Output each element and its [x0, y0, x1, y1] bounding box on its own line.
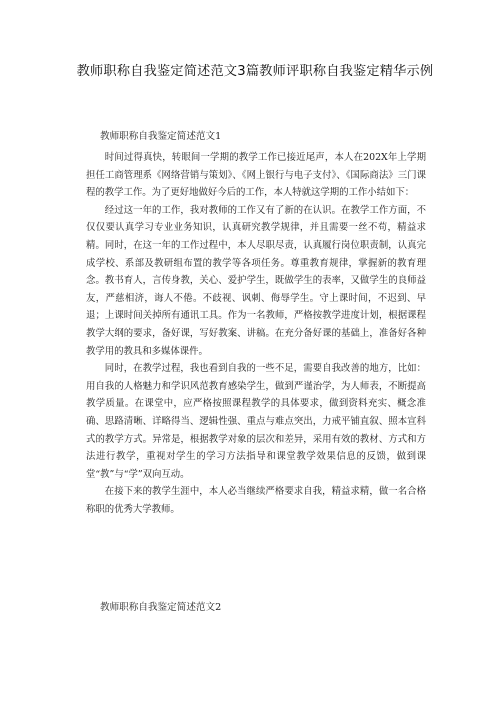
paragraph-2: 经过这一年的工作，我对教师的工作又有了新的在认识。在教学工作方面，不仅仅要认真学习专业业务知识，认真研究教学规律，并且需要一丝不苟，精益求精。同时，在这一年的工作过程中，本人尽职尽责，认真履行岗位职责制，认真完成学校、系部及教研组布置的教学等各项任务。尊重教育规律，掌握新的教育理念。教书育人，言传身教，关心、爱护学生，既做学生的表率，又做学生的良师益友，严慈相济，诲人不倦。不歧视、讽刺、侮辱学生。守上课时间，不迟到、早退；上课时间关掉所有通讯工具。作为一名教师，严格按教学进度计划，根据课程教学大纲的要求，备好课，写好教案、讲稿。在充分备好课的基础上，准备好各种教学用的教具和多媒体课件。: [86, 204, 426, 357]
paragraph-1: 时间过得真快，转眼间一学期的教学工作已接近尾声，本人在202X年上学期担任工商管理系《网络营销与策划》、《网上银行与电子支付》、《国际商法》三门课程的教学工作。为了更好地做好今后的工作，本人特就这学期的工作小结如下：: [86, 152, 426, 199]
section-1-body: [86, 149, 426, 518]
document-title: 教师职称自我鉴定简述范文3篇教师评职称自我鉴定精华示例: [76, 64, 434, 79]
section-2-heading: 教师职称自我鉴定简述范文2: [100, 602, 222, 613]
paragraph-3: 同时，在教学过程，我也看到自我的一些不足，需要自我改善的地方，比如：用自我的人格魅力和学识风范教育感染学生，做到严谨治学，为人师表，不断提高教学质量。在课堂中，应严格按照课程教学的具体要求，做到资料充实、概念准确、思路清晰、详略得当、逻辑性强、重点与难点突出，力戒平铺直叙、照本宣科式的教学方式。异常是，根据教学对象的层次和差异，采用有效的教材、方式和方法进行教学，重视对学生的学习方法指导和课堂教学效果信息的反馈，做到课堂“教”与“学”双向互动。: [86, 363, 426, 480]
section-1-heading: 教师职称自我鉴定简述范文1: [100, 131, 222, 142]
paragraph-4: 在接下来的教学生涯中，本人必当继续严格要求自我，精益求精，做一名合格称职的优秀大学教师。: [86, 486, 426, 515]
